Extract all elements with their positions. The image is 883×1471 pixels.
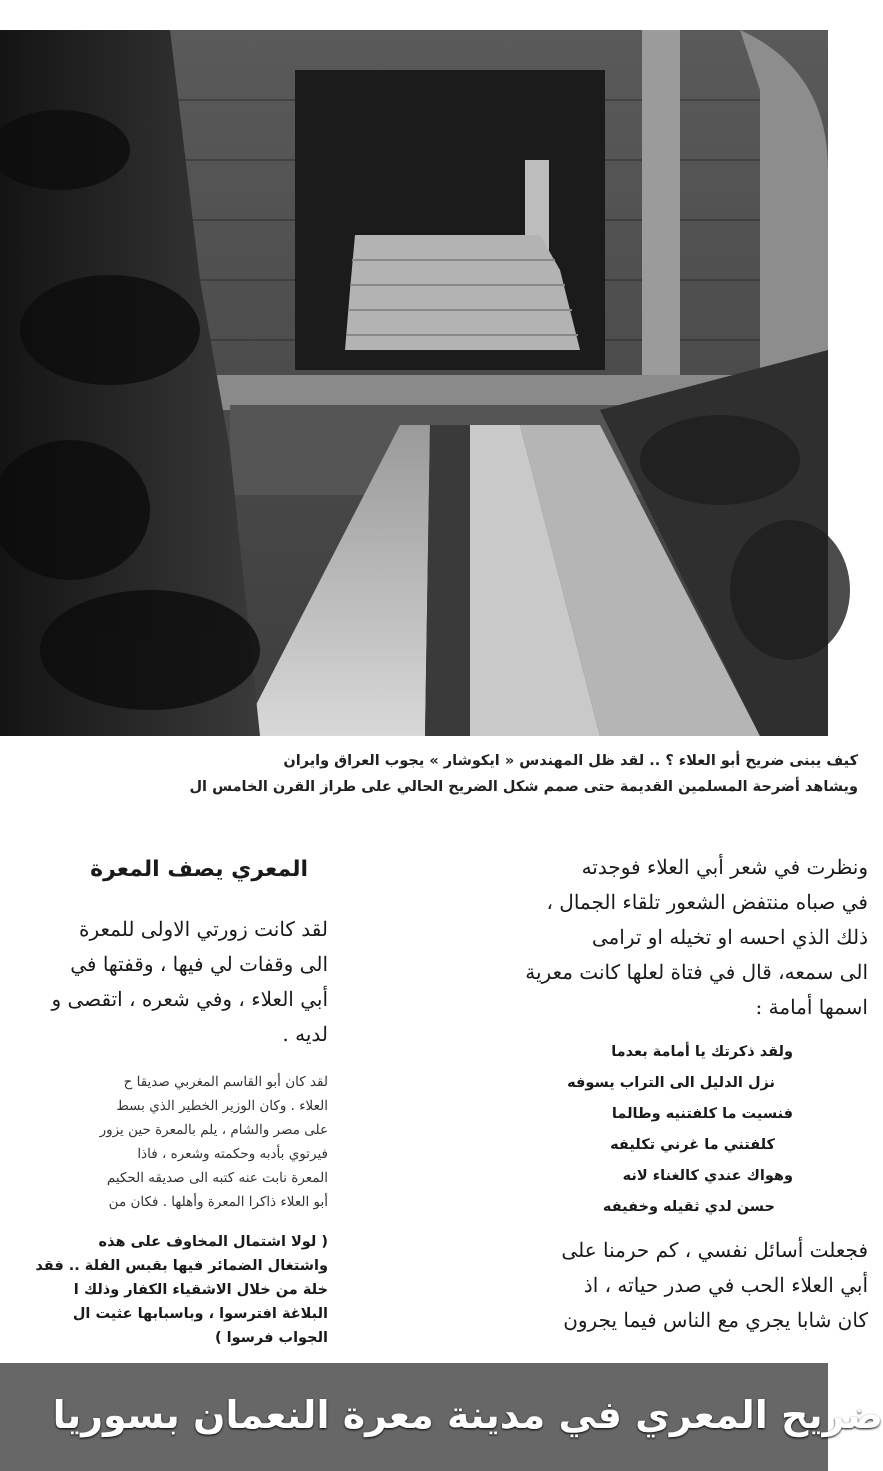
quote-line: خلة من خلال الاشقياء الكفار وذلك ا [73, 1282, 328, 1298]
small-paragraph-line: العلاء . وكان الوزير الخطير الذي بسط [116, 1098, 328, 1114]
paragraph-line: أبي العلاء الحب في صدر حياته ، اذ [583, 1273, 868, 1297]
paragraph-line: الى وقفات لي فيها ، وقفتها في [70, 952, 328, 976]
small-paragraph-line: لقد كان أبو القاسم المغربي صديقا ح [123, 1074, 328, 1090]
poem-line: فنسيت ما كلفتنيه وطالما [611, 1106, 793, 1122]
right-column [398, 850, 868, 1338]
small-paragraph-line: المعرة نابت عنه كتبه الى صديقه الحكيم [106, 1170, 328, 1186]
quote-line: واشتغال الضمائر فيها بقبس الفلة .. فقد [35, 1258, 328, 1274]
caption-line-1: كيف يبنى ضريح أبو العلاء ؟ .. لقد ظل المهندس « ايكوشار » يجوب العراق وايران [283, 753, 858, 769]
left-column [0, 850, 328, 1350]
paragraph-line: الى سمعه، قال في فتاة لعلها كانت معرية [525, 960, 868, 984]
caption-line-2: ويشاهد أضرحة المسلمين القديمة حتى صمم شكل الضريح الحالي على طراز القرن الخامس ال [189, 779, 858, 795]
paragraph-line: في صباه منتفض الشعور تلقاء الجمال ، [546, 890, 868, 914]
poem-line: وهواك عندي كالغناء لانه [622, 1168, 793, 1184]
poem-line: نزل الدليل الى التراب يسوفه [567, 1075, 775, 1091]
small-paragraph-line: أبو العلاء ذاكرا المعرة وأهلها . فكان من [108, 1194, 328, 1210]
quote-line: البلاغة افترسوا ، وباسبابها عثيت ال [72, 1306, 328, 1322]
poem-line: كلفتني ما غرني تكليفه [610, 1137, 775, 1153]
poem-line: ولقد ذكرتك يا أمامة بعدما [611, 1044, 793, 1060]
small-paragraph-line: على مصر والشام ، يلم بالمعرة حين يزور [99, 1122, 328, 1138]
overlay-banner [0, 1363, 883, 1471]
paragraph-line: كان شابا يجري مع الناس فيما يجرون [563, 1308, 868, 1332]
banner-title: ضريح المعري في مدينة معرة النعمان بسوريا [52, 1393, 883, 1437]
small-paragraph-line: فيرتوي بأدبه وحكمته وشعره ، فاذا [137, 1146, 328, 1162]
paragraph-line: لقد كانت زورتي الاولى للمعرة [79, 917, 328, 941]
paragraph-line: ذلك الذي احسه او تخيله او ترامى [591, 925, 868, 949]
tomb-photograph [0, 30, 828, 736]
quote-line: ( لولا اشتمال المخاوف على هذه [98, 1234, 328, 1250]
section-heading: المعري يصف المعرة [90, 857, 308, 882]
quote-line: الجواب فرسوا ) [214, 1330, 328, 1346]
paragraph-line: اسمها أمامة : [755, 995, 868, 1019]
paragraph-line: فجعلت أسائل نفسي ، كم حرمنا على [561, 1238, 868, 1262]
photo-caption [0, 748, 858, 800]
paragraph-line: ونظرت في شعر أبي العلاء فوجدته [581, 855, 868, 879]
paragraph-line: لديه . [282, 1022, 328, 1046]
paragraph-line: أبي العلاء ، وفي شعره ، اتقصى و [51, 987, 328, 1011]
poem-verses [398, 1037, 868, 1223]
poem-line: حسن لدي ثقيله وخفيفه [602, 1199, 775, 1215]
